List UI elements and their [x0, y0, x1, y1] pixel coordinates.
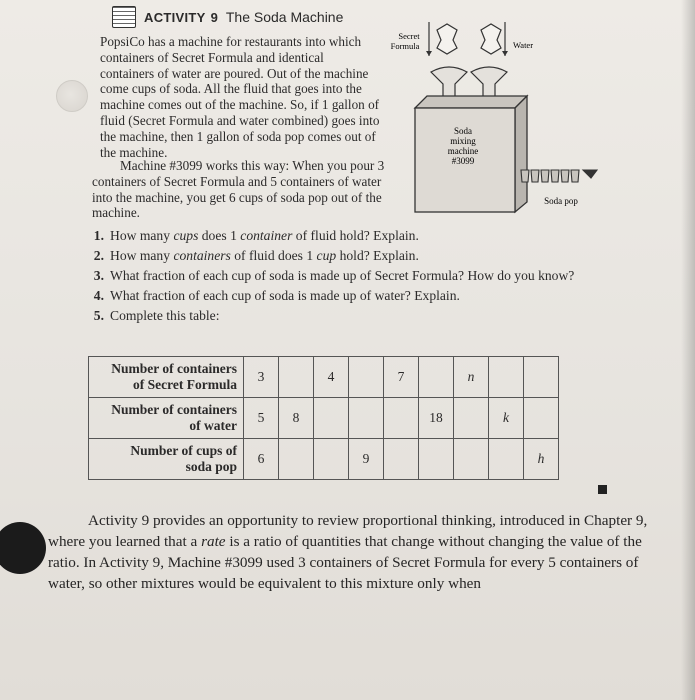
- table-cell[interactable]: [279, 439, 314, 480]
- table-cell[interactable]: [419, 357, 454, 398]
- question-number: 3.: [93, 268, 104, 283]
- machine-label-3: machine: [447, 146, 479, 156]
- row-header-line: of Secret Formula: [133, 377, 237, 392]
- table-cell[interactable]: [419, 439, 454, 480]
- question-number: 2.: [93, 248, 104, 263]
- activity-label: ACTIVITY: [144, 9, 206, 25]
- question-number: 5.: [93, 308, 104, 323]
- table-cell[interactable]: [314, 439, 349, 480]
- soda-cups-icon: [521, 170, 597, 182]
- machine-label-1: Soda: [454, 126, 472, 136]
- row-header-line: Number of cups of: [130, 443, 237, 458]
- down-arrow-icon: [502, 51, 508, 56]
- table-cell[interactable]: h: [524, 439, 559, 480]
- question-item: [80, 266, 640, 286]
- table-cell[interactable]: [524, 398, 559, 439]
- table-cell[interactable]: n: [454, 357, 489, 398]
- activity-header: [112, 6, 343, 28]
- question-text: How many cups does 1 container of fluid hold? Explain.: [110, 228, 419, 243]
- table-row: [89, 398, 559, 439]
- binder-hole-icon: [0, 522, 46, 574]
- table-cell[interactable]: [384, 398, 419, 439]
- page-edge-shadow: [681, 0, 695, 700]
- row-header-line: of water: [189, 418, 237, 433]
- table-cell[interactable]: 9: [349, 439, 384, 480]
- table-cell[interactable]: [524, 357, 559, 398]
- question-text: How many containers of fluid does 1 cup hold? Explain.: [110, 248, 419, 263]
- machine-label-4: #3099: [451, 156, 475, 166]
- table-cell[interactable]: [279, 357, 314, 398]
- closing-paragraph: Activity 9 provides an opportunity to review proportional thinking, introduced in Chapter 9, where you learned that a rate is a ratio of quantities that change without changing the value of the ratio. In Activity 9, Machine #3099 used 3 containers of Secret Formula for every 5 containers of water, so other mixtures would be equivalent to this mixture only when: [48, 512, 648, 592]
- table-cell[interactable]: 5: [244, 398, 279, 439]
- soda-machine-diagram: [385, 20, 615, 220]
- row-header-line: Number of containers: [111, 361, 237, 376]
- table-cell[interactable]: [454, 439, 489, 480]
- ratio-table: [88, 356, 559, 480]
- down-arrow-icon: [426, 51, 432, 56]
- table-cell[interactable]: [454, 398, 489, 439]
- question-item: [80, 286, 640, 306]
- table-cell[interactable]: [349, 398, 384, 439]
- intro-paragraph: PopsiCo has a machine for restaurants into which containers of Secret Formula and identical containers of water are poured. Out of the machine come cups of soda. All the fluid that goes into the machine comes out of the machine. So, if 1 gallon of fluid (Secret Formula and water combined) goes into the machine, then 1 gallon of soda pop comes out of the machine.: [100, 34, 380, 160]
- soda-pop-label: Soda pop: [544, 196, 578, 206]
- table-cell[interactable]: [489, 357, 524, 398]
- table-cell[interactable]: 8: [279, 398, 314, 439]
- row-header: [89, 357, 244, 398]
- question-item: [80, 306, 640, 326]
- row-header: [89, 398, 244, 439]
- table-cell[interactable]: 3: [244, 357, 279, 398]
- table-row: [89, 439, 559, 480]
- table-cell[interactable]: 7: [384, 357, 419, 398]
- machine-label-2: mixing: [450, 136, 476, 146]
- table-row: [89, 357, 559, 398]
- question-text: What fraction of each cup of soda is made up of Secret Formula? How do you know?: [110, 268, 575, 283]
- table-cell[interactable]: [489, 439, 524, 480]
- table-cell[interactable]: 18: [419, 398, 454, 439]
- row-header-line: Number of containers: [111, 402, 237, 417]
- question-text: Complete this table:: [110, 308, 220, 323]
- activity-title: The Soda Machine: [225, 9, 344, 25]
- water-label: Water: [512, 40, 534, 50]
- binder-hole-icon: [56, 80, 88, 112]
- question-number: 4.: [93, 288, 104, 303]
- secret-formula-label-2: Formula: [390, 41, 420, 51]
- formula-container-icon: [437, 24, 457, 54]
- table-cell[interactable]: [314, 398, 349, 439]
- table-cell[interactable]: 4: [314, 357, 349, 398]
- water-container-icon: [481, 24, 501, 54]
- question-item: [80, 246, 640, 266]
- table-cell[interactable]: [384, 439, 419, 480]
- table-cell[interactable]: 6: [244, 439, 279, 480]
- table-cell[interactable]: k: [489, 398, 524, 439]
- end-marker-icon: [598, 485, 607, 494]
- activity-icon: [112, 6, 136, 28]
- machine-paragraph-text: Machine #3099 works this way: When you pour 3 containers of Secret Formula and 5 containers of water into the machine, you get 6 cups of soda pop out of the machine.: [92, 158, 385, 221]
- machine-paragraph: [92, 158, 388, 221]
- question-number: 1.: [93, 228, 104, 243]
- secret-formula-label-1: Secret: [398, 31, 420, 41]
- question-list: [80, 226, 640, 326]
- row-header-line: soda pop: [185, 459, 237, 474]
- table-cell[interactable]: [349, 357, 384, 398]
- question-item: [80, 226, 640, 246]
- question-text: What fraction of each cup of soda is made up of water? Explain.: [110, 288, 460, 303]
- activity-number: 9: [210, 9, 218, 25]
- row-header: [89, 439, 244, 480]
